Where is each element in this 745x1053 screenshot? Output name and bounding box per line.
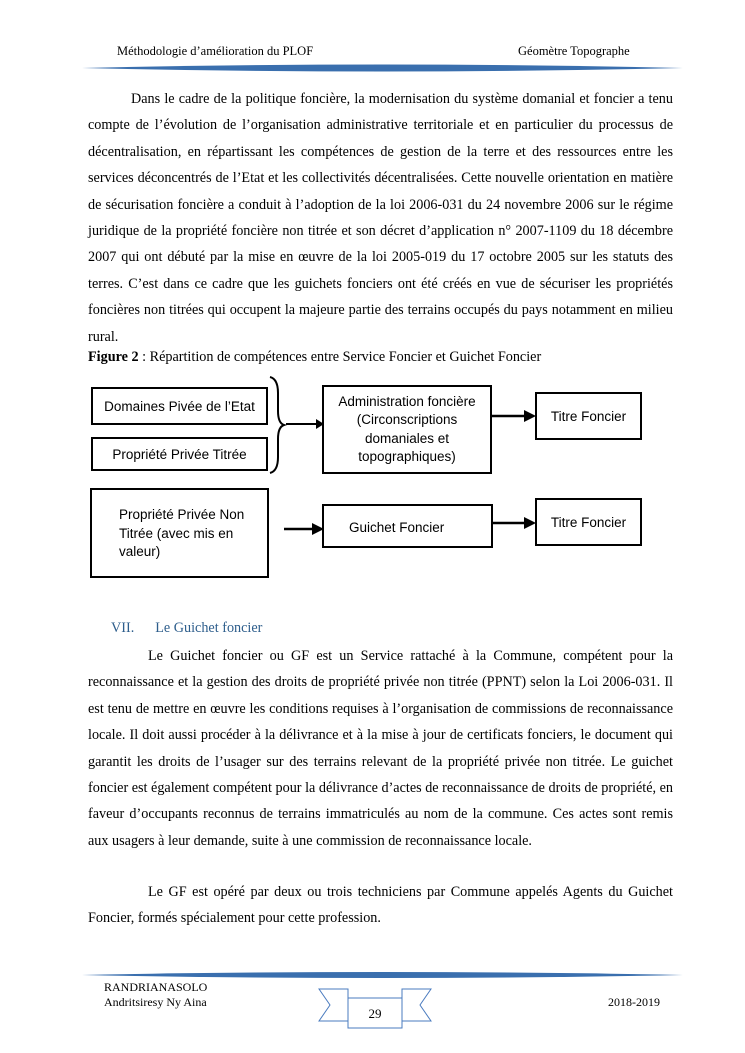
arrow-admin-to-titre xyxy=(492,408,538,424)
figure-caption xyxy=(88,349,541,366)
box-guichet-foncier: Guichet Foncier xyxy=(322,504,493,548)
box-titre-foncier-2: Titre Foncier xyxy=(535,498,642,546)
agents-paragraph: Le GF est opéré par deux ou trois techniciens par Commune appelés Agents du Guichet Foncier, formés spécialement pour cette profession. xyxy=(88,884,673,927)
box-titre-foncier-1: Titre Foncier xyxy=(535,392,642,440)
section-number: VII. xyxy=(111,620,135,636)
header-right: Géomètre Topographe xyxy=(518,44,630,58)
intro-paragraph: Dans le cadre de la politique foncière, la modernisation du système domanial et foncier a tenu compte de l’évolution de l’organisation administrative territoriale et en particulier du processus de décentralisation, en répartissant les compétences de gestion de la terre et des ressources entre les services déconcentrés de l’Etat et les collectivités décentralisées. Cette nouvelle orientation en matière de sécurisation foncière a conduit à l’adoption de la loi 2006-031 du 24 novembre 2006 sur le régime juridique de la propriété foncière non titrée et son décret d’application n° 2007-1109 du 18 décembre 2007 qui ont débuté par la mise en œuvre de la loi 2005-019 du 17 octobre 2005 sur les statuts des terres. C’est dans ce cadre que les guichets fonciers ont été créés en vue de sécuriser les propriétés foncières non titrées qui occupent la majeure partie des terrains occupés du pays notamment en milieu rural. xyxy=(88,91,673,345)
footer-author-line2: Andritsiresy Ny Aina xyxy=(104,995,207,1009)
page-number: 29 xyxy=(368,1006,382,1021)
figure-label: Figure 2 xyxy=(88,349,139,365)
diagram-brace xyxy=(268,375,328,475)
box-administration-fonciere: Administration foncière (Circonscriptions domaniales et topographiques) xyxy=(322,385,492,474)
box-domaines-etat: Domaines Pivée de l’Etat xyxy=(91,387,268,425)
figure-caption-text: : Répartition de compétences entre Service Foncier et Guichet Foncier xyxy=(138,349,542,365)
footer-year: 2018-2019 xyxy=(608,995,660,1009)
box-propriete-titree: Propriété Privée Titrée xyxy=(91,437,268,471)
arrow-guichet-to-titre xyxy=(493,515,538,531)
footer-author-line1: RANDRIANASOLO xyxy=(104,980,208,994)
section-title: Le Guichet foncier xyxy=(155,620,263,636)
footer-rule xyxy=(80,970,685,980)
section-heading xyxy=(111,620,262,637)
header-rule xyxy=(80,62,685,74)
box-propriete-non-titree: Propriété Privée Non Titrée (avec mis en valeur) xyxy=(90,488,269,578)
header-left: Méthodologie d’amélioration du PLOF xyxy=(117,44,314,58)
guichet-paragraph: Le Guichet foncier ou GF est un Service rattaché à la Commune, compétent pour la reconnaissance et la gestion des droits de propriété privée non titrée (PPNT) selon la Loi 2006-031. Il est tenu de mettre en œuvre les conditions requises à l’organisation de commissions de reconnaissance locale. Il doit aussi procéder à la délivrance et à la mise à jour de certificats fonciers, le document qui garantit les droits de l’usager sur des terrains relevant de la propriété privée non titrée. Le guichet foncier est également compétent pour la délivrance d’actes de reconnaissance de droits de propriété, en faveur d’occupants reconnus de terrains immatriculés au nom de la commune. Ces actes sont remis aux usagers à leur demande, suite à une commission de reconnaissance locale. xyxy=(88,648,673,849)
arrow-to-guichet xyxy=(284,521,326,537)
